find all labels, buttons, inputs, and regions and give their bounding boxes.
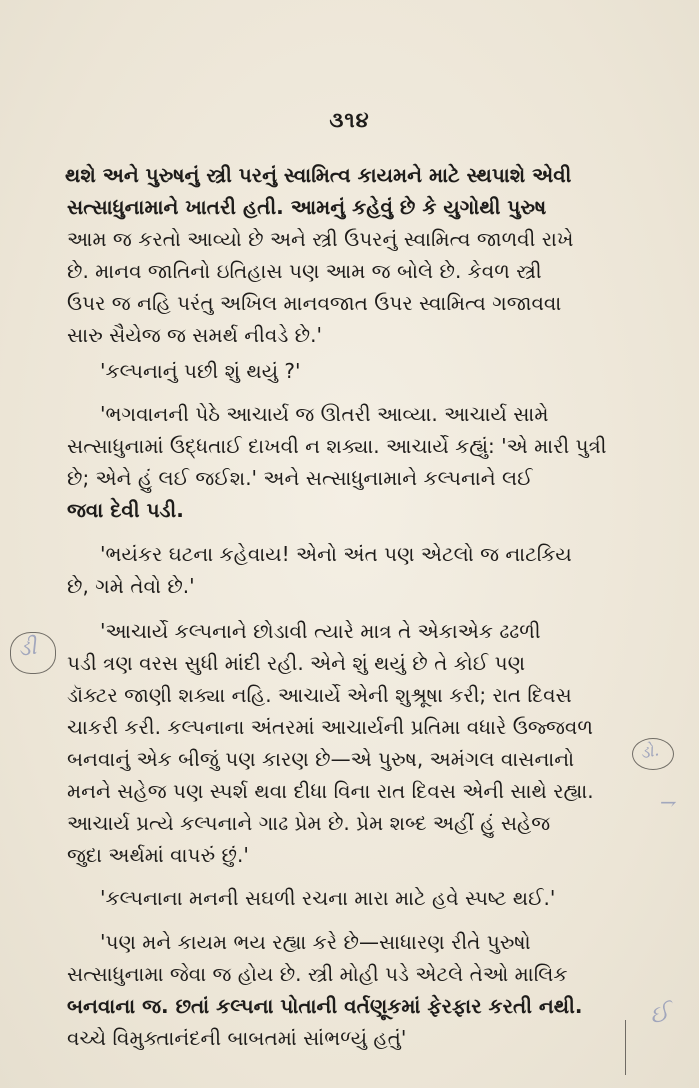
text-line: 'કલ્પનાના મનની સઘળી રચના મારા માટે હવે સ્પષ્ટ થઈ.' [100,886,556,910]
text-line: સત્સાધુનામાને ખાતરી હતી. આમનું કહેવું છે કે યુગોથી પુરુષ [67,195,547,219]
text-line: પડી ત્રણ વરસ સુધી માંદી રહી. એને શું થયું છે તે કોઈ પણ [67,651,526,675]
text-line: જુદા અર્થમાં વાપરું છું.' [67,843,249,867]
page-number: ૩૧૪ [329,108,370,132]
text-line: છે. માનવ જાતિનો ઇતિહાસ પણ આમ જ બોલે છે. કેવળ સ્ત્રી [67,259,542,283]
text-line: બનવાનું એક બીજું પણ કારણ છે—એ પુરુષ, અમંગલ વાસનાનો [67,747,575,771]
margin-note: ડી [16,634,39,663]
text-line: સારુ સૈયેજ જ સમર્થ નીવડે છે.' [67,323,323,347]
text-line: મનને સહેજ પણ સ્પર્શ થવા દીધા વિના રાત દિવસ એની સાથે રહ્યા. [67,779,594,803]
text-line: જવા દેવી પડી. [67,498,184,522]
text-line: બનવાના જ. છતાં કલ્પના પોતાની વર્તણૂકમાં ફેરફાર કરતી નથી. [67,994,583,1018]
margin-arrow: ⇁ [660,790,677,814]
text-line: ઉપર જ નહિ પરંતુ અખિલ માનવજાત ઉપર સ્વામિત્વ ગજાવવા [67,291,562,315]
text-line: આચાર્ય પ્રત્યે કલ્પનાને ગાઢ પ્રેમ છે. પ્રેમ શબ્દ અહીં હું સહેજ [67,811,551,835]
margin-note: ઈ [648,999,670,1029]
text-line: ચાકરી કરી. કલ્પનાના અંતરમાં આચાર્યની પ્રતિમા વધારે ઉજ્જવળ [67,715,593,739]
text-line: વચ્ચે વિમુક્તાનંદની બાબતમાં સાંભળ્યું હતું' [67,1026,407,1050]
text-line: આમ જ કરતો આવ્યો છે અને સ્ત્રી ઉપરનું સ્વામિત્વ જાળવી રાખે [67,227,574,251]
text-line: 'પણ મને કાયમ ભય રહ્યા કરે છે—સાધારણ રીતે પુરુષો [100,930,531,954]
margin-note: ડો. [638,740,661,764]
text-line: 'ભગવાનની પેઠે આચાર્ય જ ઊતરી આવ્યા. આચાર્ય સામે [100,402,549,426]
margin-circle [632,738,674,770]
text-line: 'ભયંકર ઘટના કહેવાય! એનો અંત પણ એટલો જ નાટકિય [100,542,572,566]
text-line: 'આચાર્યે કલ્પનાને છોડાવી ત્યારે માત્ર તે એકાએક ઢઢળી [100,619,541,643]
margin-line [625,1020,626,1075]
text-line: 'કલ્પનાનું પછી શું થયું ?' [100,359,301,383]
text-line: થશે અને પુરુષનું સ્ત્રી પરનું સ્વામિત્વ કાયમને માટે સ્થપાશે એવી [65,163,572,187]
text-line: ડૉક્ટર જાણી શક્યા નહિ. આચાર્યે એની શુશ્રૂષા કરી; રાત દિવસ [67,683,572,707]
text-line: છે, ગમે તેવો છે.' [67,574,195,598]
text-line: સત્સાધુનામાં ઉદ્ધતાઈ દાખવી ન શક્યા. આચાર્યે કહ્યું: 'એ મારી પુત્રી [67,434,607,458]
text-line: છે; એને હું લઈ જઈશ.' અને સત્સાધુનામાને કલ્પનાને લઈ [67,466,533,490]
text-line: સત્સાધુનામા જેવા જ હોય છે. સ્ત્રી મોહી પડે એટલે તેઓ માલિક [67,962,568,986]
margin-circle [10,632,56,674]
